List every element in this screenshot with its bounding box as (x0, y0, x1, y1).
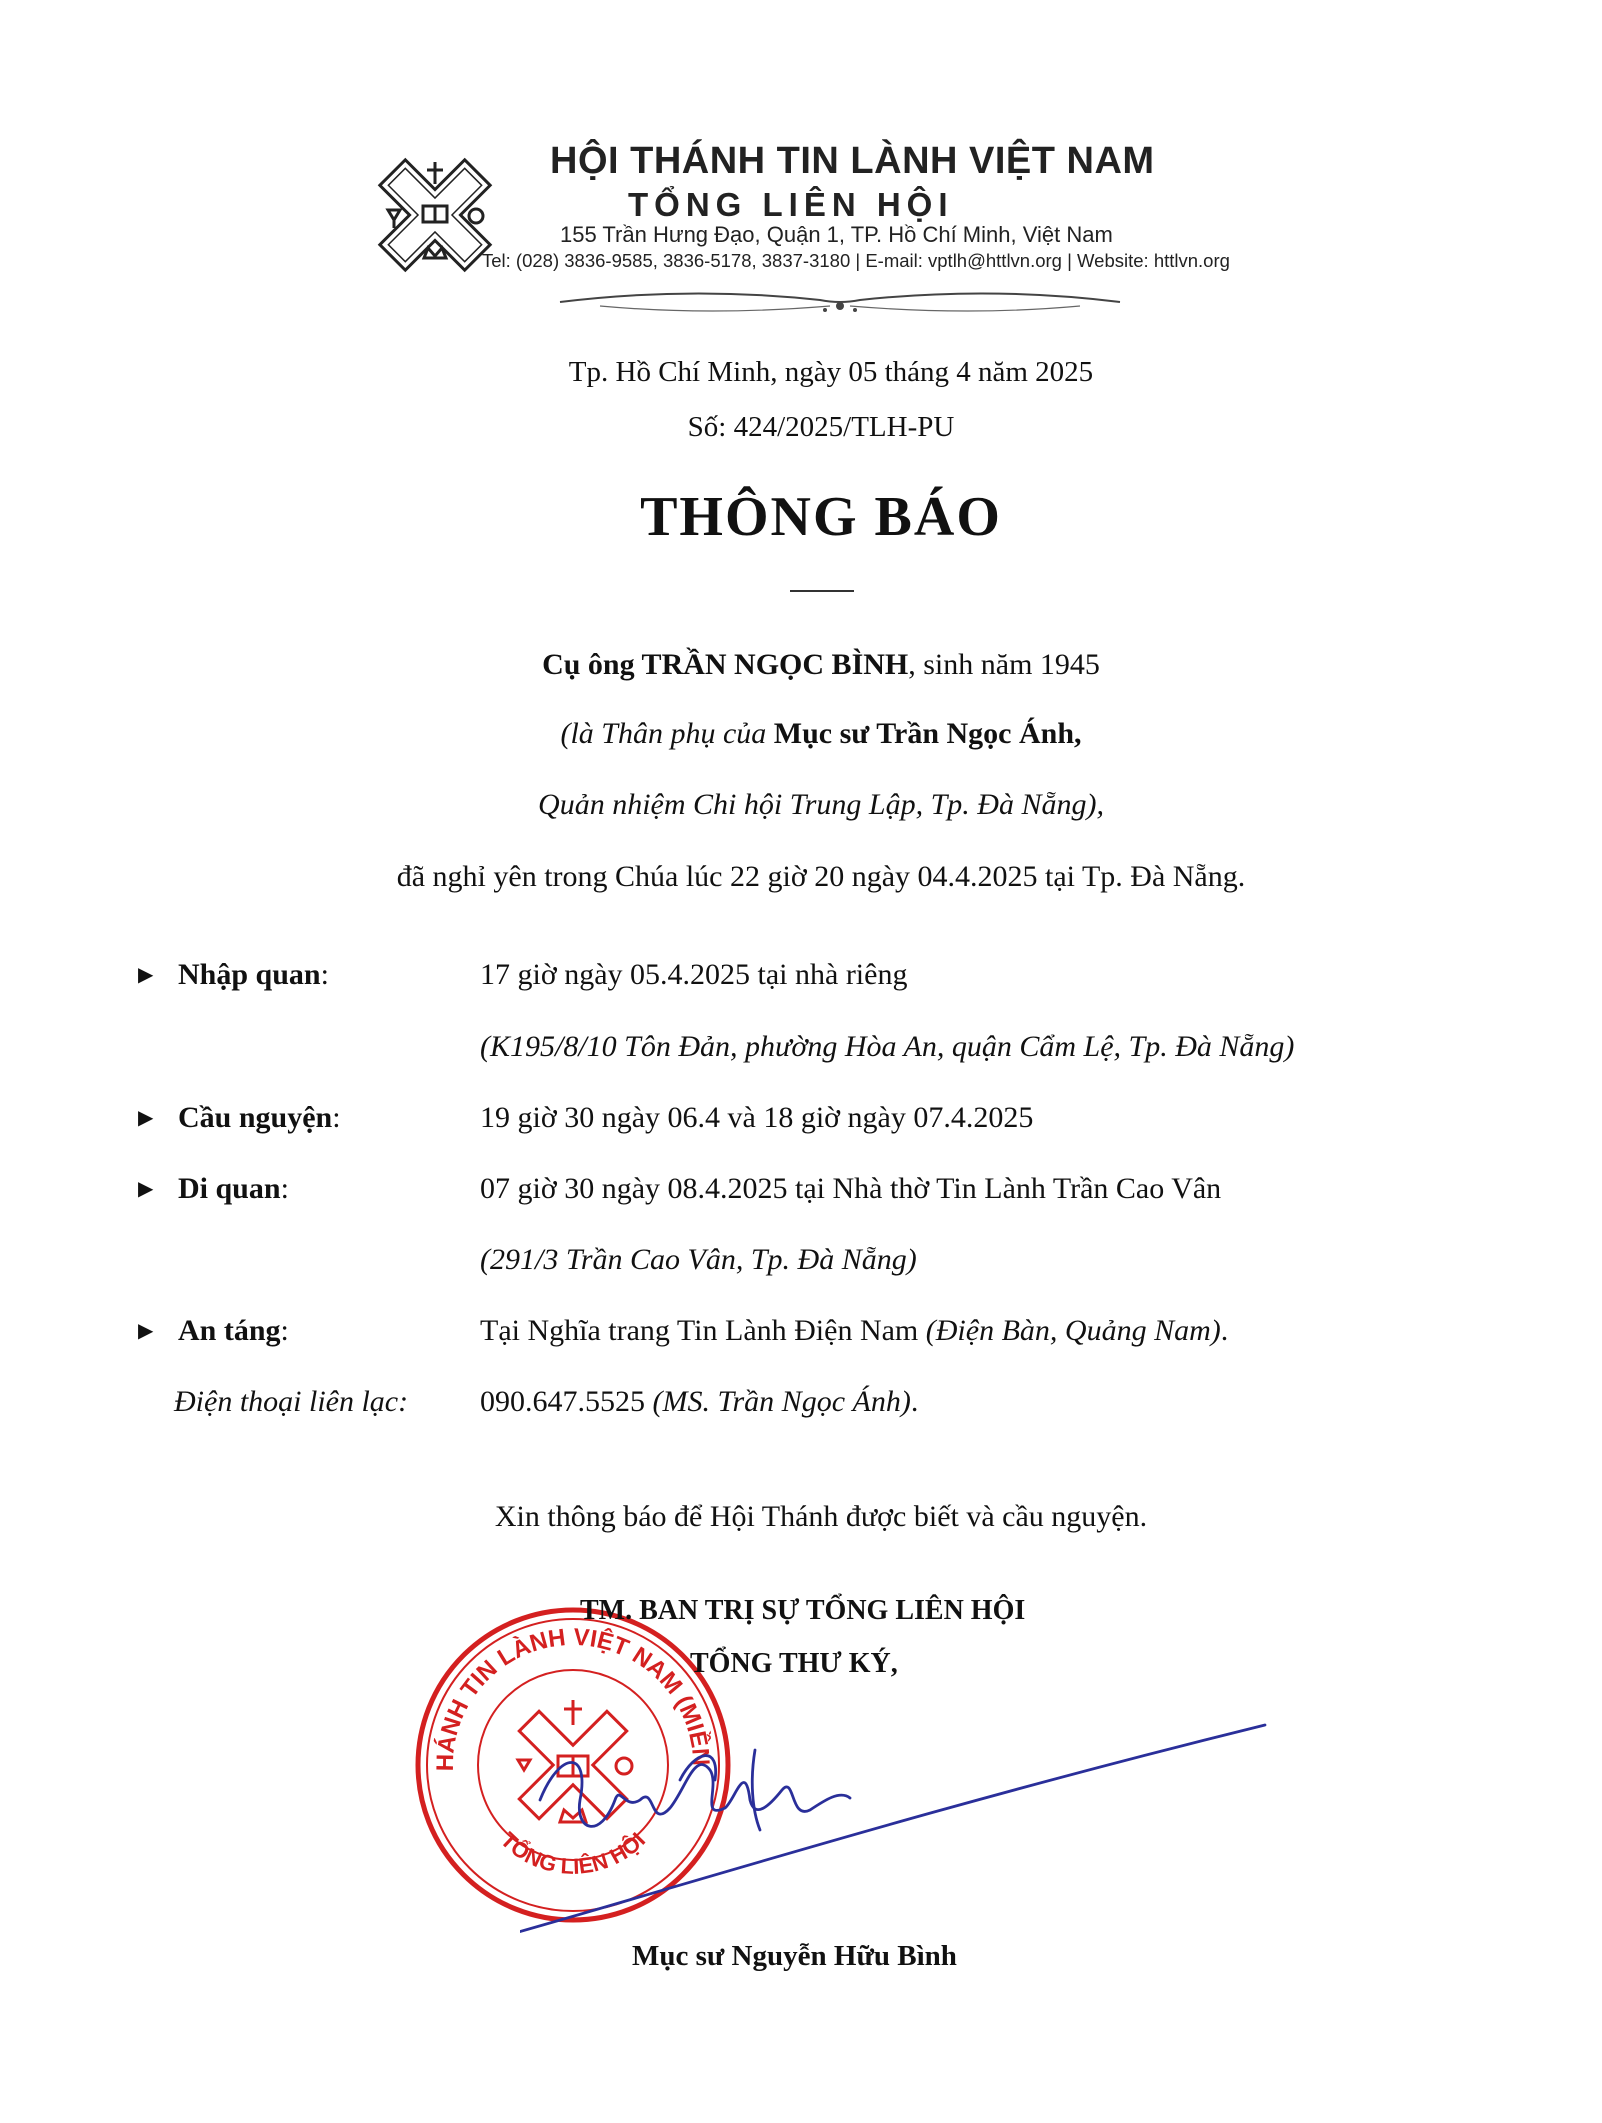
schedule-label: Nhập quan (178, 958, 321, 991)
pastor-name: Mục sư Trần Ngọc Ánh, (773, 717, 1082, 750)
schedule-label: Di quan (178, 1172, 281, 1205)
contact-phone-label: Điện thoại liên lạc: (174, 1385, 409, 1418)
passing-line: đã nghỉ yên trong Chúa lúc 22 giờ 20 ngày 04.4.2025 tại Tp. Đà Nẵng. (396, 860, 1246, 893)
seal-bottom-text: TỔNG LIÊN HỘI (495, 1827, 651, 1879)
phone-owner: (MS. Trần Ngọc Ánh) (652, 1385, 911, 1418)
signatory-name: Mục sư Nguyễn Hữu Bình (632, 1940, 957, 1972)
org-subtitle: TỔNG LIÊN HỘI (628, 186, 954, 223)
schedule-value (480, 1314, 1228, 1348)
role-line: Quản nhiệm Chi hội Trung Lập, Tp. Đà Nẵng), (538, 788, 1104, 821)
schedule-item-di-quan (138, 1172, 289, 1206)
org-name: HỘI THÁNH TIN LÀNH VIỆT NAM (550, 140, 1155, 182)
phone-number: 090.647.5525 (480, 1385, 653, 1418)
schedule-detail: (291/3 Trần Cao Vân, Tp. Đà Nẵng) (480, 1243, 917, 1276)
period: . (910, 1385, 919, 1418)
deceased-line (20, 648, 1602, 682)
schedule-item-an-tang (138, 1314, 289, 1348)
deceased-name: Cụ ông TRẦN NGỌC BÌNH (542, 648, 909, 681)
closing-text: Xin thông báo để Hội Thánh được biết và cầu nguyện. (494, 1500, 1148, 1533)
org-contact: Tel: (028) 3836-9585, 3836-5178, 3837-3180 | E-mail: vptlh@httlvn.org | Website: httlvn.org (482, 250, 1230, 271)
schedule-value: 07 giờ 30 ngày 08.4.2025 tại Nhà thờ Tin Lành Trần Cao Vân (480, 1172, 1222, 1205)
relation-text: (là Thân phụ của (560, 717, 774, 750)
document-number: Số: 424/2025/TLH-PU (687, 411, 955, 443)
schedule-label: An táng (178, 1314, 281, 1347)
signature-org: TM. BAN TRỊ SỰ TỔNG LIÊN HỘI (580, 1595, 1026, 1626)
document-title: THÔNG BÁO (640, 486, 1002, 548)
date-line: Tp. Hồ Chí Minh, ngày 05 tháng 4 năm 2025 (568, 356, 1094, 388)
relation-line (20, 717, 1602, 751)
org-address: 155 Trần Hưng Đạo, Quận 1, TP. Hồ Chí Minh, Việt Nam (560, 222, 1113, 247)
title-divider (790, 590, 854, 592)
contact-phone-value (480, 1385, 918, 1419)
schedule-value: 17 giờ ngày 05.4.2025 tại nhà riêng (480, 958, 908, 991)
label-colon: : (332, 1101, 341, 1134)
birth-year: , sinh năm 1945 (908, 648, 1100, 681)
cemetery-name: Tại Nghĩa trang Tin Lành Điện Nam (480, 1314, 926, 1347)
cemetery-location: (Điện Bàn, Quảng Nam) (925, 1314, 1221, 1347)
schedule-item-nhap-quan (138, 958, 329, 992)
label-colon: : (280, 1314, 289, 1347)
bullet-arrow-icon: ▶ (138, 1107, 154, 1129)
bullet-arrow-icon: ▶ (138, 1178, 154, 1200)
seal-top-text: HÁNH TIN LÀNH VIỆT NAM (MIỀN (431, 1623, 715, 1772)
label-colon: : (280, 1172, 289, 1205)
bullet-arrow-icon: ▶ (138, 964, 154, 986)
schedule-label: Cầu nguyện (178, 1101, 333, 1134)
signature-title: TỔNG THƯ KÝ, (690, 1648, 898, 1679)
schedule-detail: (K195/8/10 Tôn Đản, phường Hòa An, quận Cẩm Lệ, Tp. Đà Nẵng) (480, 1030, 1295, 1063)
label-colon: : (320, 958, 329, 991)
schedule-value: 19 giờ 30 ngày 06.4 và 18 giờ ngày 07.4.2025 (480, 1101, 1034, 1134)
bullet-arrow-icon: ▶ (138, 1320, 154, 1342)
period: . (1220, 1314, 1229, 1347)
schedule-item-cau-nguyen (138, 1101, 341, 1135)
handwritten-signature (520, 1690, 1280, 1960)
decorative-flourish-icon (540, 282, 1140, 322)
